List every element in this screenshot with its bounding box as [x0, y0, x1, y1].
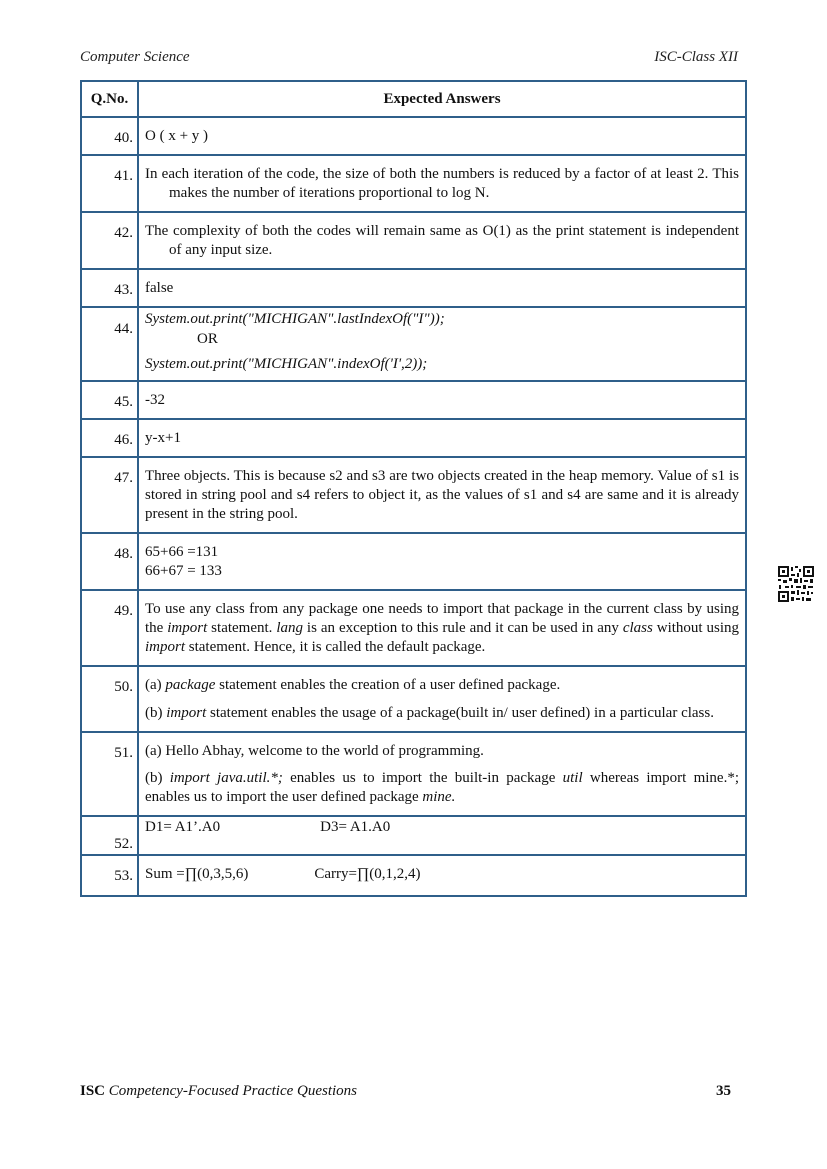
table-header-row [81, 81, 746, 117]
table-row [81, 732, 746, 816]
qr-code-graphic [777, 565, 815, 603]
code-line: System.out.print("MICHIGAN".lastIndexOf("I")); [145, 311, 445, 327]
footer-title [80, 1083, 357, 1100]
carry-expression: Carry=∏(0,1,2,4) [314, 866, 421, 882]
question-number: 43. [81, 269, 138, 307]
d3-expression: D3= A1.A0 [320, 819, 391, 835]
answer-text: To use any class from any package one needs to import that package in the current class by using the [145, 601, 739, 636]
question-number: 44. [81, 307, 138, 381]
table-row [81, 269, 746, 307]
answer-text: statement enables the usage of a package(built in/ user defined) in a particular class. [206, 705, 714, 721]
keyword-class: class [622, 620, 653, 636]
question-number: 52. [81, 816, 138, 855]
answers-header: Expected Answers [138, 81, 746, 117]
question-number: 49. [81, 590, 138, 666]
answer-text: Three objects. This is because s2 and s3 are two objects created in the heap memory. Value of s1 is stored in string pool and s4 refers to object it, as the values of s1 and s4 are same and it is already present in the string pool. [138, 457, 746, 533]
code-line: System.out.print("MICHIGAN".indexOf('I',2)); [145, 356, 428, 372]
table-row [81, 117, 746, 155]
table-row [81, 590, 746, 666]
table-row [81, 307, 746, 381]
keyword-util: util [562, 770, 583, 786]
keyword-import: import [145, 639, 186, 655]
answer-cell [138, 155, 746, 212]
table-row [81, 457, 746, 533]
qr-code-icon [777, 565, 815, 603]
answer-text: statement. [207, 620, 277, 636]
answer-cell [138, 590, 746, 666]
answer-text: In each iteration of the code, the size of both the numbers is reduced by a factor of at least 2. This makes the number of iterations proportional to log N. [145, 166, 739, 201]
keyword-import: import [166, 705, 207, 721]
question-number: 51. [81, 732, 138, 816]
table-row [81, 419, 746, 457]
answer-line: 65+66 =131 [145, 544, 219, 560]
answer-line: 66+67 = 133 [145, 563, 222, 579]
answer-text: statement. Hence, it is called the default package. [185, 639, 486, 655]
footer-brand: ISC [80, 1083, 106, 1099]
question-number: 41. [81, 155, 138, 212]
footer-title-text: Competency-Focused Practice Questions [108, 1083, 358, 1099]
keyword-mine: mine. [422, 789, 456, 805]
answer-text: O ( x + y ) [138, 117, 746, 155]
answer-text: statement enables the creation of a user defined package. [215, 677, 561, 693]
part-label: (b) [145, 705, 167, 721]
question-number: 48. [81, 533, 138, 590]
part-label: (b) [145, 770, 170, 786]
answer-part-b [145, 769, 739, 807]
table-row [81, 155, 746, 212]
answer-text: The complexity of both the codes will remain same as O(1) as the print statement is independent of any input size. [145, 223, 739, 258]
question-number: 40. [81, 117, 138, 155]
answer-part-a: (a) Hello Abhay, welcome to the world of programming. [145, 743, 484, 759]
answer-cell [138, 533, 746, 590]
answer-text: is an exception to this rule and it can be used in any [303, 620, 623, 636]
part-label: (a) [145, 677, 166, 693]
answer-text: -32 [138, 381, 746, 419]
question-number: 45. [81, 381, 138, 419]
header-subject: Computer Science [80, 49, 190, 65]
keyword-lang: lang [276, 620, 304, 636]
page-number: 35 [716, 1083, 731, 1099]
header-class: ISC-Class XII [654, 49, 738, 65]
d1-expression: D1= A1’.A0 [145, 819, 221, 835]
table-row [81, 381, 746, 419]
question-number: 47. [81, 457, 138, 533]
keyword-import-util: import java.util.*; [169, 770, 283, 786]
answer-text: without using [652, 620, 740, 636]
answer-text: whereas import mine.*; enables us to import the user defined package [145, 770, 740, 805]
answer-cell [138, 307, 746, 381]
answer-text: enables us to import the built-in package [282, 770, 563, 786]
answer-part-b [145, 703, 739, 723]
answer-cell [138, 732, 746, 816]
keyword-package: package [165, 677, 216, 693]
question-number: 46. [81, 419, 138, 457]
qno-header: Q.No. [81, 81, 138, 117]
answer-cell [138, 666, 746, 732]
table-row [81, 212, 746, 269]
answers-table [80, 80, 747, 897]
answer-cell [138, 855, 746, 896]
table-row [81, 533, 746, 590]
question-number: 42. [81, 212, 138, 269]
answer-text: y-x+1 [138, 419, 746, 457]
question-number: 50. [81, 666, 138, 732]
answer-cell [138, 816, 746, 855]
table-row [81, 666, 746, 732]
table-row [81, 855, 746, 896]
answer-cell [138, 212, 746, 269]
or-label: OR [197, 331, 218, 347]
answer-text: false [138, 269, 746, 307]
answer-part-a [145, 676, 739, 695]
table-row [81, 816, 746, 855]
sum-expression: Sum =∏(0,3,5,6) [145, 866, 249, 882]
keyword-import: import [167, 620, 208, 636]
question-number: 53. [81, 855, 138, 896]
